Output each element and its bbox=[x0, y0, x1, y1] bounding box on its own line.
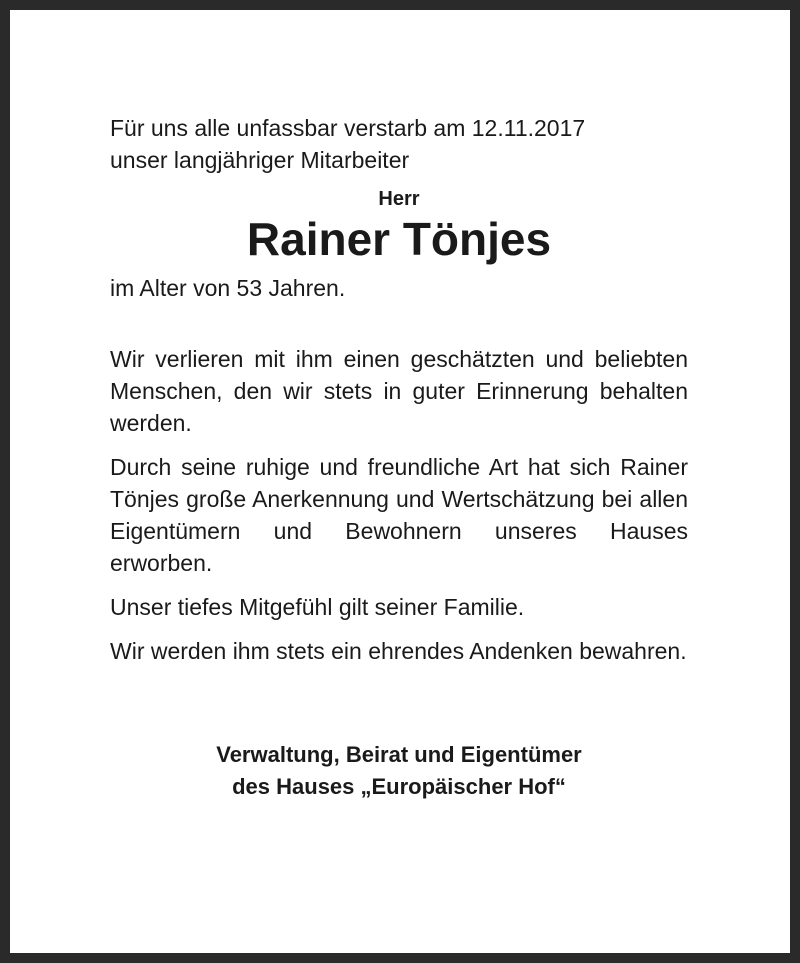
signature-line-1: Verwaltung, Beirat und Eigentümer bbox=[216, 742, 582, 767]
deceased-name: Rainer Tönjes bbox=[246, 213, 552, 265]
notice-content bbox=[110, 112, 688, 803]
salutation: Herr bbox=[378, 188, 420, 210]
intro-line-2: unser langjähriger Mitarbeiter bbox=[110, 147, 410, 173]
paragraph-2: Durch seine ruhige und freundliche Art hat sich Rainer Tönjes große Anerkennung und Wertschätzung bei allen Eigentümern und Bewohnern unseres Hauses erworben. bbox=[110, 454, 688, 576]
paragraph-1: Wir verlieren mit ihm einen geschätzten und beliebten Menschen, den wir stets in guter Erinnerung behalten werden. bbox=[110, 346, 688, 436]
obituary-notice bbox=[10, 10, 790, 953]
age-line: im Alter von 53 Jahren. bbox=[110, 275, 346, 301]
signature bbox=[110, 739, 688, 803]
signature-line-2: des Hauses „Europäischer Hof“ bbox=[232, 774, 566, 799]
paragraph-3: Unser tiefes Mitgefühl gilt seiner Familie. bbox=[110, 594, 525, 620]
paragraph-4: Wir werden ihm stets ein ehrendes Andenken bewahren. bbox=[110, 638, 687, 664]
intro-text bbox=[110, 112, 688, 176]
intro-line-1: Für uns alle unfassbar verstarb am 12.11.2017 bbox=[110, 115, 586, 141]
